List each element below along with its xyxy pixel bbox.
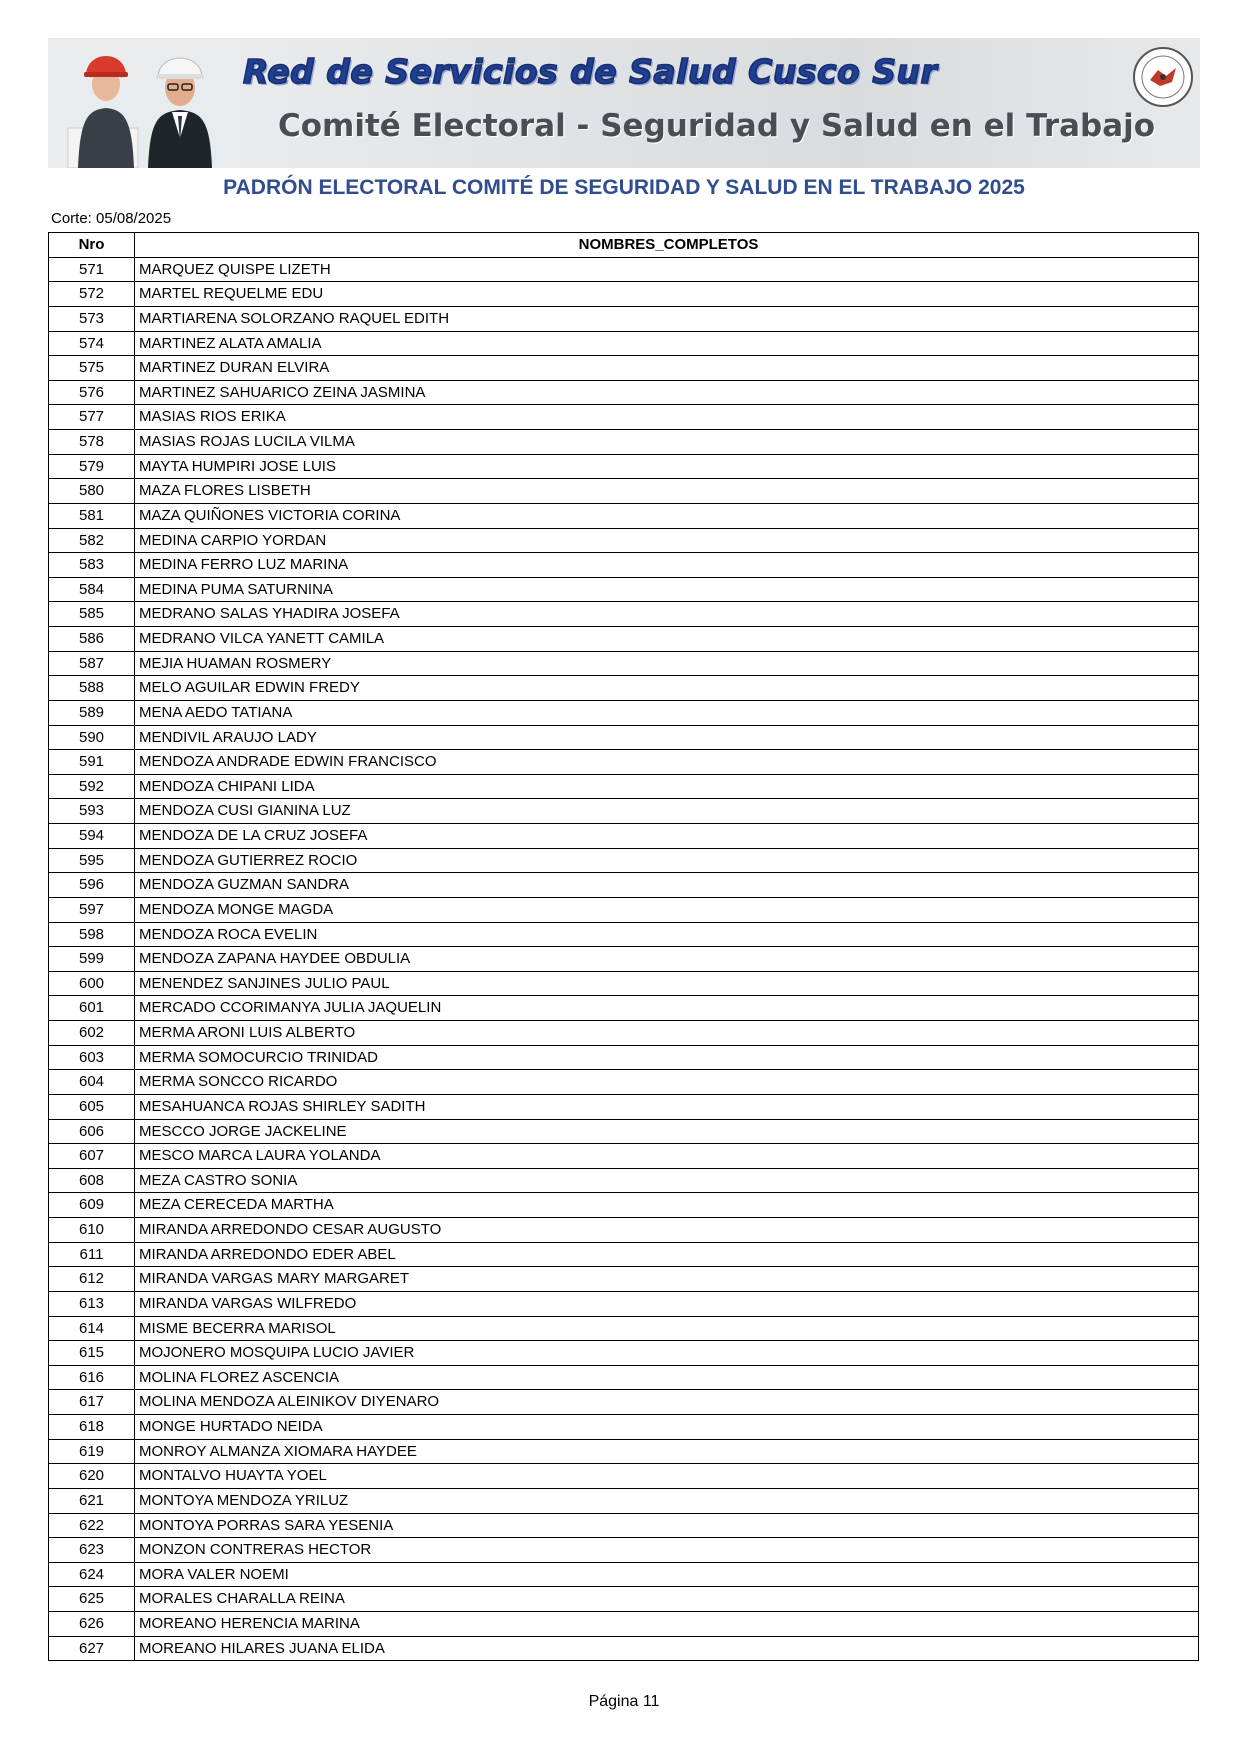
- table-row: [49, 1217, 1198, 1242]
- cell-nro: 607: [49, 1144, 135, 1168]
- cell-full-name: MEJIA HUAMAN ROSMERY: [139, 654, 332, 672]
- cell-nro: 600: [49, 972, 135, 996]
- cell-full-name: MORA VALER NOEMI: [139, 1565, 289, 1583]
- cell-nro: 624: [49, 1563, 135, 1587]
- table-row: [49, 306, 1198, 331]
- cell-nro: 591: [49, 750, 135, 774]
- cell-nro: 588: [49, 676, 135, 700]
- header-names: NOMBRES_COMPLETOS: [578, 236, 759, 253]
- page-number: Página 11: [588, 1693, 660, 1710]
- cell-nro: 605: [49, 1095, 135, 1119]
- table-body: [49, 257, 1198, 1661]
- table-row: [49, 651, 1198, 676]
- cell-full-name: MARQUEZ QUISPE LIZETH: [139, 260, 331, 278]
- table-row: [49, 1242, 1198, 1267]
- cell-nro: 622: [49, 1514, 135, 1538]
- cell-full-name: MESAHUANCA ROJAS SHIRLEY SADITH: [139, 1097, 426, 1115]
- cell-full-name: MONTOYA PORRAS SARA YESENIA: [139, 1516, 394, 1534]
- cell-nro: 594: [49, 824, 135, 848]
- cell-nro: 618: [49, 1415, 135, 1439]
- cell-full-name: MIRANDA VARGAS WILFREDO: [139, 1294, 357, 1312]
- cell-nro: 596: [49, 873, 135, 897]
- cell-nro: 577: [49, 405, 135, 429]
- cell-full-name: MONROY ALMANZA XIOMARA HAYDEE: [139, 1442, 417, 1460]
- table-row: [49, 1513, 1198, 1538]
- cell-nro: 597: [49, 898, 135, 922]
- table-row: [49, 1586, 1198, 1611]
- cell-nro: 593: [49, 799, 135, 823]
- table-header-row: [49, 232, 1198, 257]
- cell-full-name: MONTALVO HUAYTA YOEL: [139, 1467, 327, 1485]
- cell-full-name: MOREANO HERENCIA MARINA: [139, 1615, 360, 1632]
- cell-nro: 576: [49, 381, 135, 405]
- cell-full-name: MENDOZA MONGE MAGDA: [139, 900, 334, 918]
- cell-nro: 612: [49, 1267, 135, 1291]
- cell-full-name: MESCCO JORGE JACKELINE: [139, 1122, 347, 1140]
- cell-nro: 582: [49, 529, 135, 553]
- table-row: [49, 995, 1198, 1020]
- header-nro: Nro: [49, 233, 135, 257]
- table-row: [49, 355, 1198, 380]
- cell-full-name: MENDOZA ZAPANA HAYDEE OBDULIA: [139, 950, 411, 968]
- cell-full-name: MOLINA FLOREZ ASCENCIA: [139, 1368, 340, 1386]
- cell-full-name: MEZA CASTRO SONIA: [139, 1171, 298, 1189]
- cell-nro: 574: [49, 332, 135, 356]
- table-row: [49, 848, 1198, 873]
- cell-nro: 614: [49, 1317, 135, 1341]
- cell-full-name: MERMA SOMOCURCIO TRINIDAD: [139, 1048, 378, 1066]
- table-row: [49, 971, 1198, 996]
- cell-nro: 598: [49, 923, 135, 947]
- table-row: [49, 626, 1198, 651]
- table-row: [49, 700, 1198, 725]
- workers-illustration-icon: [48, 38, 233, 168]
- table-row: [49, 922, 1198, 947]
- table-row: [49, 380, 1198, 405]
- cell-full-name: MENDOZA CHIPANI LIDA: [139, 777, 315, 795]
- table-row: [49, 1192, 1198, 1217]
- cell-full-name: MENDOZA ROCA EVELIN: [139, 925, 318, 943]
- cell-full-name: MENDIVIL ARAUJO LADY: [139, 728, 317, 746]
- cell-full-name: MENDOZA ANDRADE EDWIN FRANCISCO: [139, 753, 437, 771]
- cell-full-name: MERMA ARONI LUIS ALBERTO: [139, 1024, 356, 1041]
- cell-nro: 571: [49, 258, 135, 282]
- committee-subtitle: Comité Electoral - Seguridad y Salud en el Trabajo: [278, 108, 1156, 144]
- cell-full-name: MONZON CONTRERAS HECTOR: [139, 1541, 372, 1559]
- cell-nro: 572: [49, 282, 135, 306]
- cell-full-name: MOREANO HILARES JUANA ELIDA: [139, 1639, 385, 1657]
- cell-nro: 602: [49, 1021, 135, 1045]
- cell-nro: 592: [49, 775, 135, 799]
- cell-full-name: MONTOYA MENDOZA YRILUZ: [139, 1491, 349, 1509]
- cell-nro: 579: [49, 455, 135, 479]
- table-row: [49, 257, 1198, 282]
- cell-nro: 623: [49, 1538, 135, 1562]
- table-row: [49, 823, 1198, 848]
- cell-nro: 611: [49, 1243, 135, 1267]
- cell-full-name: MELO AGUILAR EDWIN FREDY: [139, 679, 360, 697]
- cell-nro: 584: [49, 578, 135, 602]
- table-row: [49, 577, 1198, 602]
- table-row: [49, 774, 1198, 799]
- cell-full-name: MAYTA HUMPIRI JOSE LUIS: [139, 457, 336, 475]
- cell-full-name: MONGE HURTADO NEIDA: [139, 1418, 323, 1435]
- table-row: [49, 503, 1198, 528]
- table-row: [49, 1488, 1198, 1513]
- cell-nro: 601: [49, 996, 135, 1020]
- cell-nro: 621: [49, 1489, 135, 1513]
- cell-nro: 613: [49, 1292, 135, 1316]
- table-row: [49, 1636, 1198, 1661]
- cell-nro: 580: [49, 479, 135, 503]
- table-row: [49, 946, 1198, 971]
- cell-nro: 589: [49, 701, 135, 725]
- table-row: [49, 1020, 1198, 1045]
- cell-full-name: MISME BECERRA MARISOL: [139, 1319, 336, 1337]
- cell-nro: 583: [49, 553, 135, 577]
- cell-full-name: MIRANDA VARGAS MARY MARGARET: [139, 1270, 410, 1288]
- table-row: [49, 897, 1198, 922]
- table-row: [49, 528, 1198, 553]
- table-row: [49, 1266, 1198, 1291]
- cell-nro: 586: [49, 627, 135, 651]
- header-banner: [48, 38, 1200, 168]
- cell-full-name: MARTEL REQUELME EDU: [139, 285, 324, 303]
- cell-nro: 606: [49, 1120, 135, 1144]
- table-row: [49, 454, 1198, 479]
- table-row: [49, 1119, 1198, 1144]
- cell-full-name: MAZA QUIÑONES VICTORIA CORINA: [139, 506, 401, 524]
- cell-nro: 620: [49, 1464, 135, 1488]
- cell-nro: 604: [49, 1070, 135, 1094]
- cell-nro: 573: [49, 307, 135, 331]
- cell-full-name: MENDOZA GUZMAN SANDRA: [139, 876, 350, 894]
- table-row: [49, 749, 1198, 774]
- table-row: [49, 1562, 1198, 1587]
- table-row: [49, 601, 1198, 626]
- network-title: Red de Servicios de Salud Cusco Sur: [243, 52, 938, 91]
- table-row: [49, 1537, 1198, 1562]
- document-title: PADRÓN ELECTORAL COMITÉ DE SEGURIDAD Y SALUD EN EL TRABAJO 2025: [223, 176, 1025, 199]
- cell-nro: 609: [49, 1193, 135, 1217]
- table-row: [49, 1168, 1198, 1193]
- cell-nro: 616: [49, 1366, 135, 1390]
- table-row: [49, 1389, 1198, 1414]
- seal-icon: [1132, 46, 1194, 108]
- table-row: [49, 1463, 1198, 1488]
- cell-nro: 627: [49, 1637, 135, 1661]
- cell-nro: 615: [49, 1341, 135, 1365]
- cell-full-name: MIRANDA ARREDONDO CESAR AUGUSTO: [139, 1221, 442, 1238]
- table-row: [49, 725, 1198, 750]
- cell-full-name: MARTIARENA SOLORZANO RAQUEL EDITH: [139, 309, 450, 327]
- table-row: [49, 331, 1198, 356]
- cell-full-name: MASIAS RIOS ERIKA: [139, 408, 286, 426]
- cell-full-name: MEDINA CARPIO YORDAN: [139, 531, 327, 549]
- table-row: [49, 1143, 1198, 1168]
- table-row: [49, 1045, 1198, 1070]
- cell-nro: 626: [49, 1612, 135, 1636]
- cell-full-name: MENA AEDO TATIANA: [139, 703, 293, 721]
- table-row: [49, 1365, 1198, 1390]
- table-row: [49, 552, 1198, 577]
- table-row: [49, 478, 1198, 503]
- cell-full-name: MARTINEZ DURAN ELVIRA: [139, 359, 330, 377]
- cell-nro: 595: [49, 849, 135, 873]
- table-row: [49, 1291, 1198, 1316]
- cell-full-name: MASIAS ROJAS LUCILA VILMA: [139, 433, 355, 450]
- cell-full-name: MEDRANO SALAS YHADIRA JOSEFA: [139, 605, 400, 623]
- cell-full-name: MESCO MARCA LAURA YOLANDA: [139, 1147, 381, 1165]
- cell-nro: 610: [49, 1218, 135, 1242]
- cell-nro: 625: [49, 1587, 135, 1611]
- cell-nro: 587: [49, 652, 135, 676]
- table-row: [49, 1439, 1198, 1464]
- cell-full-name: MEZA CERECEDA MARTHA: [139, 1196, 334, 1214]
- cell-full-name: MERCADO CCORIMANYA JULIA JAQUELIN: [139, 999, 442, 1017]
- table-row: [49, 675, 1198, 700]
- cell-full-name: MEDINA FERRO LUZ MARINA: [139, 556, 349, 574]
- cell-full-name: MARTINEZ ALATA AMALIA: [139, 334, 322, 352]
- cell-full-name: MEDRANO VILCA YANETT CAMILA: [139, 630, 385, 647]
- cell-nro: 599: [49, 947, 135, 971]
- table-row: [49, 1414, 1198, 1439]
- cell-full-name: MENDOZA DE LA CRUZ JOSEFA: [139, 827, 368, 844]
- cell-nro: 578: [49, 430, 135, 454]
- table-row: [49, 404, 1198, 429]
- table-row: [49, 1094, 1198, 1119]
- cell-full-name: MARTINEZ SAHUARICO ZEINA JASMINA: [139, 383, 426, 401]
- cell-full-name: MOJONERO MOSQUIPA LUCIO JAVIER: [139, 1344, 415, 1362]
- cell-full-name: MERMA SONCCO RICARDO: [139, 1073, 338, 1091]
- voter-roll-table: [48, 232, 1199, 1661]
- cell-full-name: MORALES CHARALLA REINA: [139, 1590, 345, 1608]
- cell-full-name: MAZA FLORES LISBETH: [139, 482, 311, 500]
- cell-full-name: MENDOZA GUTIERREZ ROCIO: [139, 851, 358, 869]
- cell-full-name: MOLINA MENDOZA ALEINIKOV DIYENARO: [139, 1393, 440, 1411]
- table-row: [49, 1316, 1198, 1341]
- cell-nro: 590: [49, 726, 135, 750]
- cell-full-name: MENDOZA CUSI GIANINA LUZ: [139, 802, 351, 820]
- cell-nro: 581: [49, 504, 135, 528]
- cell-nro: 617: [49, 1390, 135, 1414]
- cell-nro: 619: [49, 1440, 135, 1464]
- table-row: [49, 798, 1198, 823]
- table-row: [49, 1069, 1198, 1094]
- table-row: [49, 872, 1198, 897]
- cell-nro: 585: [49, 602, 135, 626]
- cell-full-name: MENENDEZ SANJINES JULIO PAUL: [139, 974, 390, 992]
- cell-nro: 608: [49, 1169, 135, 1193]
- cell-full-name: MIRANDA ARREDONDO EDER ABEL: [139, 1245, 396, 1263]
- cell-full-name: MEDINA PUMA SATURNINA: [139, 580, 333, 598]
- cell-nro: 603: [49, 1046, 135, 1070]
- table-row: [49, 429, 1198, 454]
- cutoff-date: Corte: 05/08/2025: [51, 210, 172, 227]
- table-row: [49, 281, 1198, 306]
- table-row: [49, 1611, 1198, 1636]
- cell-nro: 575: [49, 356, 135, 380]
- table-row: [49, 1340, 1198, 1365]
